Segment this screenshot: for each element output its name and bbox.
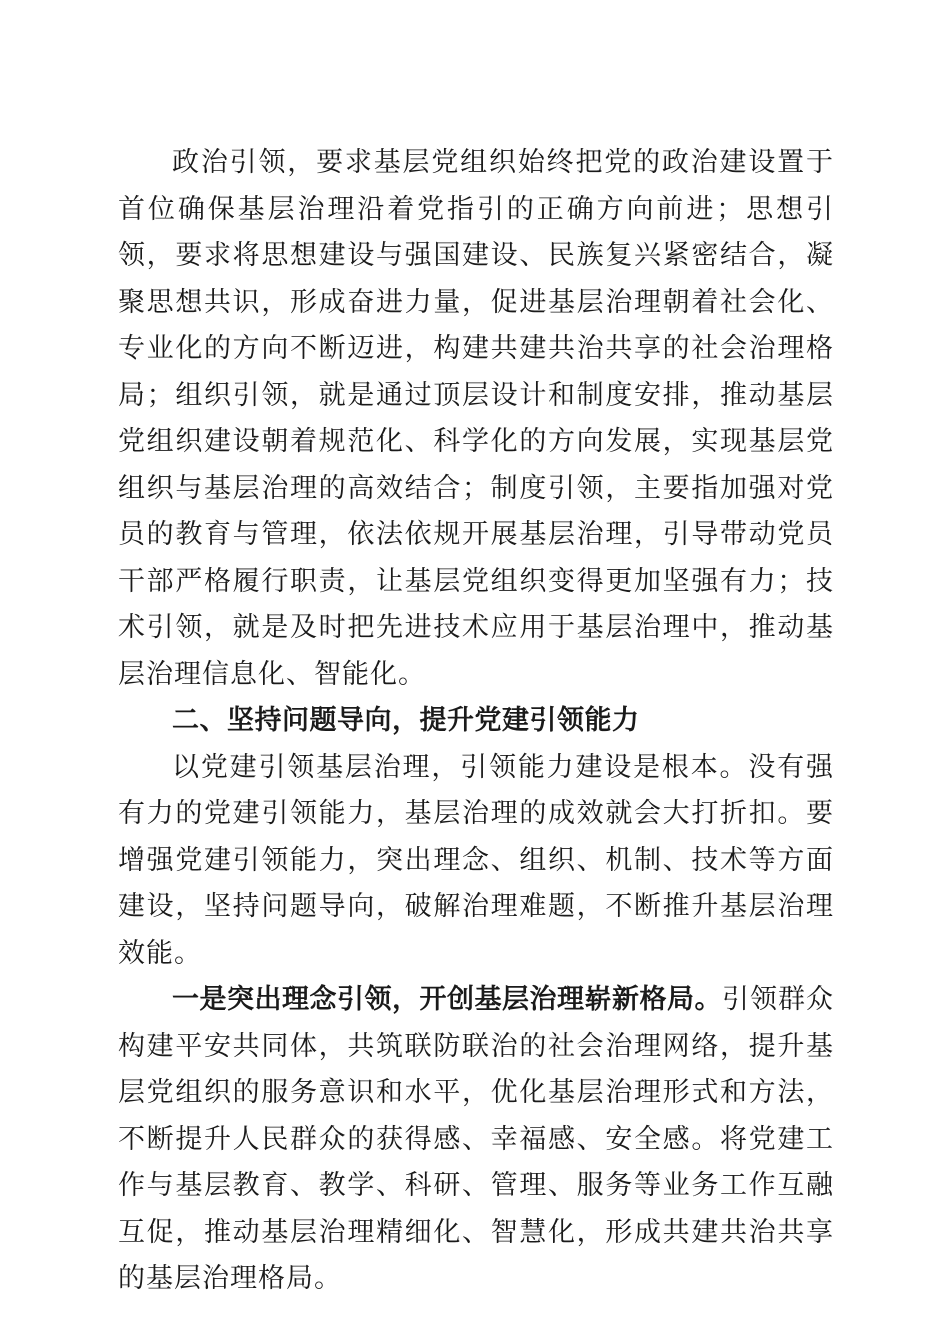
- section-heading: 二、坚持问题导向，提升党建引领能力: [172, 705, 640, 736]
- paragraph-lead-sentence: 一是突出理念引领，开创基层治理崭新格局。: [172, 984, 722, 1015]
- paragraph-political-guidance: 政治引领，要求基层党组织始终把党的政治建设置于首位确保基层治理沿着党指引的正确方向前进；思想引领，要求将思想建设与强国建设、民族复兴紧密结合，凝聚思想共识，形成奋进力量，促进基层治理朝着社会化、专业化的方向不断迈进，构建共建共治共享的社会治理格局；组织引领，就是通过顶层设计和制度安排，推动基层党组织建设朝着规范化、科学化的方向发展，实现基层党组织与基层治理的高效结合；制度引领，主要指加强对党员的教育与管理，依法依规开展基层治理，引导带动党员干部严格履行职责，让基层党组织变得更加坚强有力；技术引领，就是及时把先进技术应用于基层治理中，推动基层治理信息化、智能化。: [118, 147, 834, 690]
- paragraph-guidance-capability: 以党建引领基层治理，引领能力建设是根本。没有强有力的党建引领能力，基层治理的成效就会大打折扣。要增强党建引领能力，突出理念、组织、机制、技术等方面建设，坚持问题导向，破解治理难题，不断推升基层治理效能。: [118, 751, 834, 969]
- paragraph-body-text: 引领群众构建平安共同体，共筑联防联治的社会治理网络，提升基层党组织的服务意识和水平，优化基层治理形式和方法，不断提升人民群众的获得感、幸福感、安全感。将党建工作与基层教育、教学、科研、管理、服务等业务工作互融互促，推动基层治理精细化、智慧化，形成共建共治共享的基层治理格局。: [118, 984, 834, 1294]
- paragraph-concept-guidance: [118, 977, 834, 1303]
- document-body: [118, 140, 834, 1303]
